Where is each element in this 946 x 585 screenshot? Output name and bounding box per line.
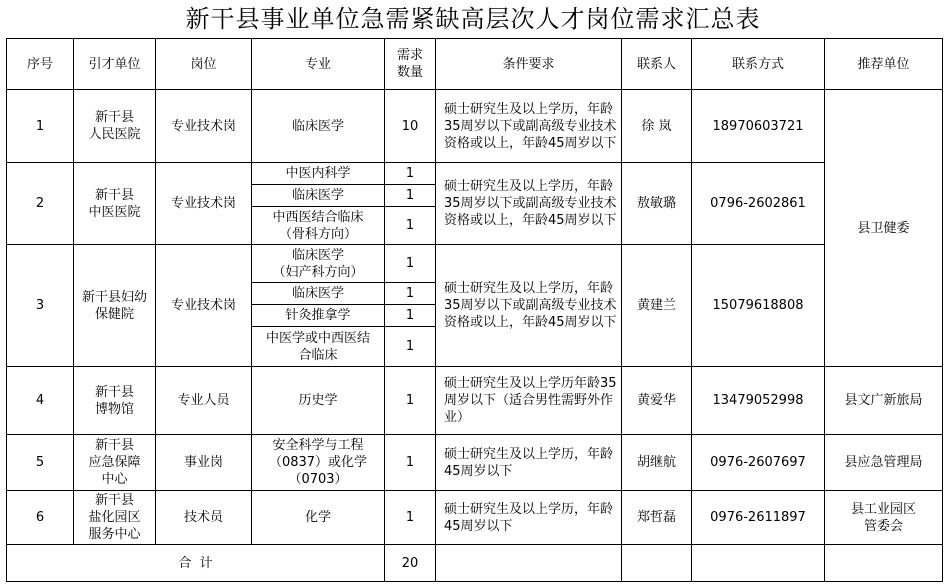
total-row [7,545,943,582]
row-requirement: 硕士研究生及以上学历，年龄35周岁以下或副高级专业技术资格或以上，年龄45周岁以下 [436,245,622,367]
row-contact: 黄建兰 [622,245,692,367]
header-row [7,39,943,90]
row-requirement: 硕士研究生及以上学历，年龄45周岁以下 [436,491,622,545]
row-count: 1 [385,283,436,305]
row-contact: 敖敏璐 [622,163,692,245]
total-empty-cell [622,545,692,582]
row-post: 事业岗 [156,435,252,491]
row-phone: 0976-2607697 [692,435,825,491]
row-count: 1 [385,327,436,367]
table-row [7,163,943,185]
row-recommend: 县工业园区 管委会 [825,491,943,545]
row-post: 专业技术岗 [156,245,252,367]
row-count: 1 [385,245,436,283]
col-header-phone: 联系方式 [692,39,825,90]
row-count: 10 [385,90,436,163]
row-post: 技术员 [156,491,252,545]
row-major: 临床医学 （妇产科方向） [252,245,385,283]
row-count: 1 [385,367,436,435]
table-row [7,90,943,163]
row-phone: 15079618808 [692,245,825,367]
row-recommend: 县文广新旅局 [825,367,943,435]
col-header-recommend: 推荐单位 [825,39,943,90]
row-unit: 新干县妇幼 保健院 [74,245,156,367]
row-major: 安全科学与工程 （0837）或化学 （0703） [252,435,385,491]
total-label: 合 计 [7,545,385,582]
table-row [7,367,943,435]
row-no: 1 [7,90,74,163]
row-major: 化学 [252,491,385,545]
row-requirement: 硕士研究生及以上学历，年龄35周岁以下或副高级专业技术资格或以上，年龄45周岁以下 [436,163,622,245]
total-value: 20 [385,545,436,582]
col-header-major: 专业 [252,39,385,90]
row-post: 专业技术岗 [156,163,252,245]
row-no: 4 [7,367,74,435]
row-major: 中西医结合临床 （骨科方向） [252,207,385,245]
row-unit: 新干县 中医医院 [74,163,156,245]
row-contact: 胡继航 [622,435,692,491]
page-title: 新干县事业单位急需紧缺高层次人才岗位需求汇总表 [185,5,761,33]
row-requirement: 硕士研究生及以上学历，年龄35周岁以下或副高级专业技术资格或以上，年龄45周岁以下 [436,90,622,163]
row-contact: 郑哲磊 [622,491,692,545]
row-unit: 新干县 盐化园区 服务中心 [74,491,156,545]
row-count: 1 [385,163,436,185]
row-unit: 新干县 人民医院 [74,90,156,163]
row-recommend: 县应急管理局 [825,435,943,491]
row-no: 2 [7,163,74,245]
row-requirement: 硕士研究生及以上学历，年龄45周岁以下 [436,435,622,491]
col-header-no: 序号 [7,39,74,90]
talent-demand-table [6,38,943,582]
table-row [7,245,943,283]
row-major: 针灸推拿学 [252,305,385,327]
row-count: 1 [385,185,436,207]
row-major: 临床医学 [252,185,385,207]
table-row [7,435,943,491]
row-requirement: 硕士研究生及以上学历年龄35周岁以下（适合男性需野外作业） [436,367,622,435]
row-no: 5 [7,435,74,491]
row-no: 6 [7,491,74,545]
row-contact: 徐 岚 [622,90,692,163]
col-header-unit: 引才单位 [74,39,156,90]
row-recommend: 县卫健委 [825,90,943,367]
row-unit: 新干县 应急保障 中心 [74,435,156,491]
row-phone: 13479052998 [692,367,825,435]
total-empty-cell [825,545,943,582]
row-contact: 黄爱华 [622,367,692,435]
row-major: 历史学 [252,367,385,435]
col-header-contact: 联系人 [622,39,692,90]
row-major: 临床医学 [252,90,385,163]
table-row [7,491,943,545]
row-post: 专业技术岗 [156,90,252,163]
row-unit: 新干县 博物馆 [74,367,156,435]
row-phone: 0976-2611897 [692,491,825,545]
col-header-post: 岗位 [156,39,252,90]
row-count: 1 [385,491,436,545]
row-count: 1 [385,305,436,327]
col-header-requirement: 条件要求 [436,39,622,90]
row-major: 临床医学 [252,283,385,305]
row-post: 专业人员 [156,367,252,435]
total-empty-cell [692,545,825,582]
row-phone: 0796-2602861 [692,163,825,245]
row-major: 中医内科学 [252,163,385,185]
col-header-count: 需求 数量 [385,39,436,90]
row-major: 中医学或中西医结 合临床 [252,327,385,367]
total-empty-cell [436,545,622,582]
row-no: 3 [7,245,74,367]
row-phone: 18970603721 [692,90,825,163]
row-count: 1 [385,207,436,245]
row-count: 1 [385,435,436,491]
